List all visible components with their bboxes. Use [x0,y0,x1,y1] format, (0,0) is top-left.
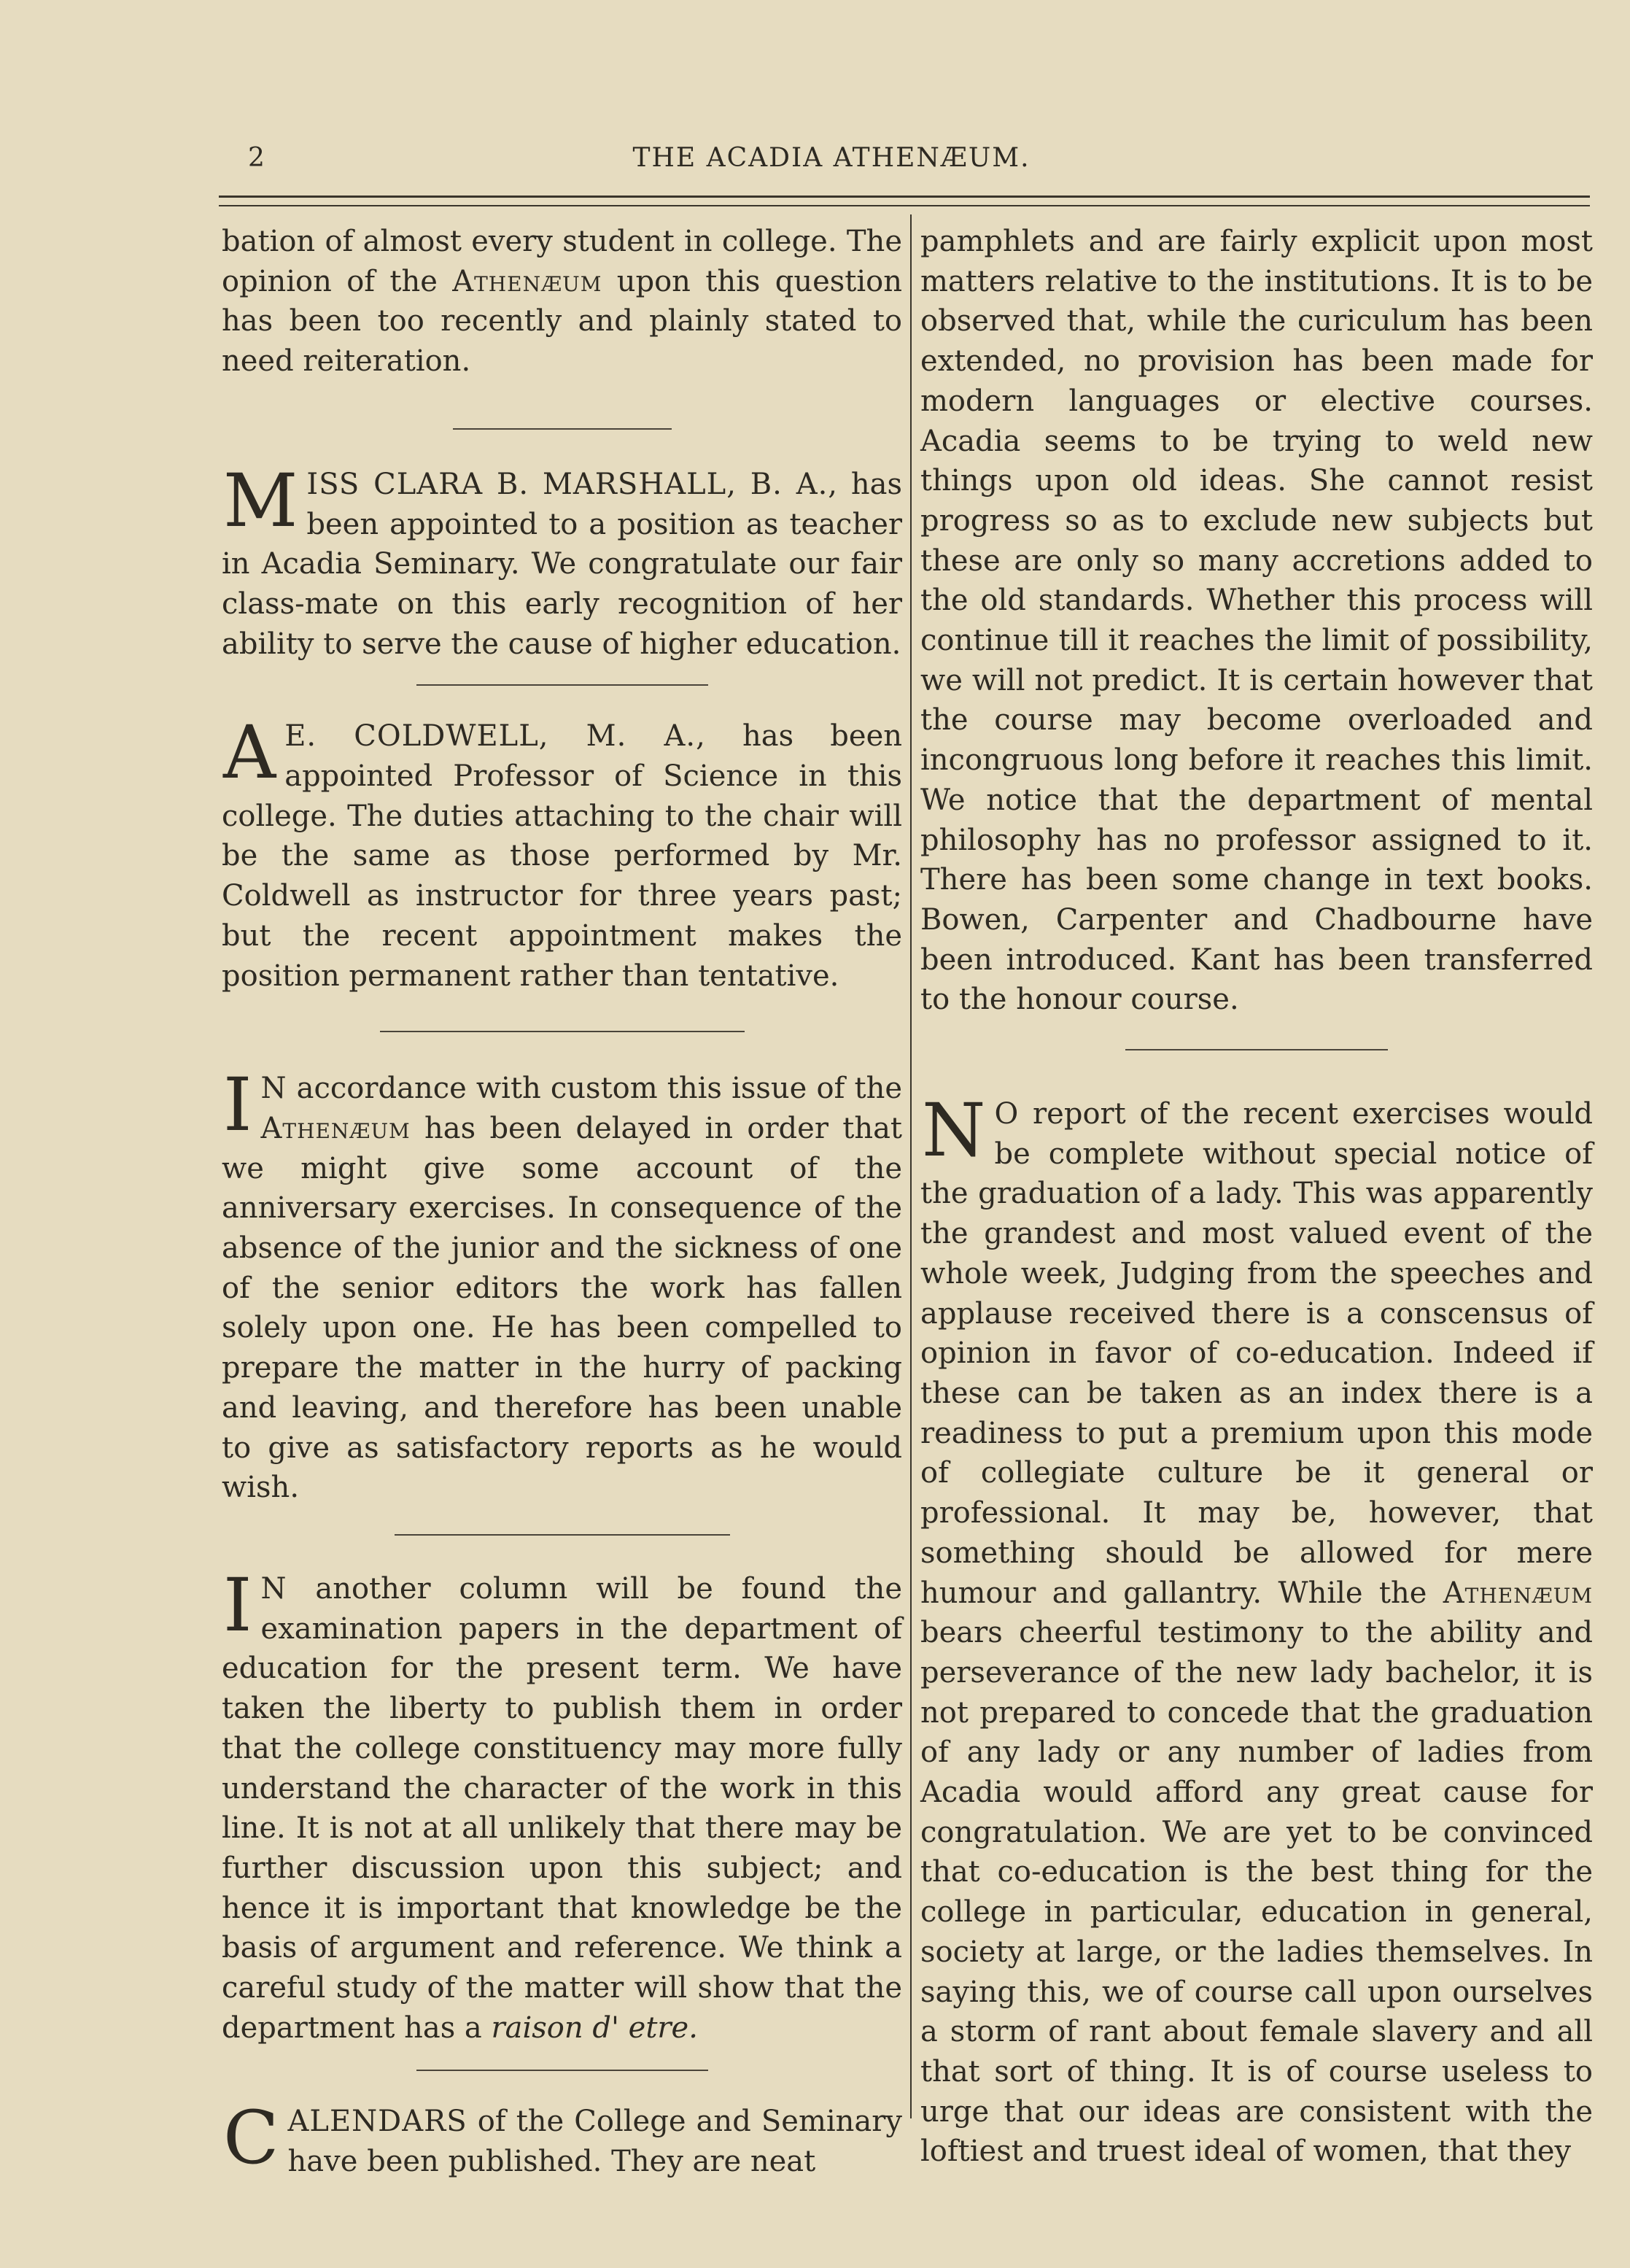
right-column [920,222,1593,2172]
left-paragraph-3: A E. COLDWELL, M. A., has been appointed Professor of Science in this college. The duties attaching to the chair will be the same as those performed by Mr. Coldwell as instructor for three years past; but the recent appointment makes the position permanent rather than tentative. [222,710,902,993]
right-paragraph-2: N O report of the recent exercises would be complete without special notice of the graduation of a lady. This was apparently the grandest and most valued event of the whole week, Judging from the speeches and applause received there is a conscensus of opinion in favor of co-education. Indeed if these can be taken as an index there is a readiness to put a premium upon this mode of collegiate culture be it general or professional. It may be, however, that something should be allowed for mere humour and gallantry. While the Athenæum bears cheerful testimony to the ability and perseverance of the new lady bachelor, it is not prepared to concede that the graduation of any lady or any number of ladies from Acadia would afford any great cause for congratulation. We are yet to be convinced that co-education is the best thing for the college in particular, education in general, society at large, or the ladies themselves. In saying this, we of course call upon ourselves a storm of rant about female slavery and all that sort of thing. It is of course useless to urge that our ideas are consistent with the loftiest and truest ideal of women, that they [920,1088,1593,2169]
drop-cap: N [922,1088,986,1174]
drop-cap: M [223,457,298,543]
drop-cap: A [223,710,276,796]
right-paragraph-1: pamphlets and are fairly explicit upon most matters relative to the institutions. It is to be observed that, while the curiculum has been extended, no provision has been made for modern languages or elective courses. Acadia seems to be trying to weld new things upon old ideas. She cannot resist progress so as to exclude new subjects but these are only so many accretions added to the old standards. Whether this process will continue till it reaches the limit of possibility, we will not predict. It is certain however that the course may become overloaded and incongruous long before it reaches this limit. We notice that the department of mental philosophy has no professor assigned to it. There has been some change in text books. Bowen, Carpenter and Chadbourne have been introduced. Kant has been transferred to the honour course. [920,225,1593,1017]
page-header [248,143,1415,179]
left-paragraph-6: CALENDARS of the College and Seminary have been published. They are neat [223,2095,902,2181]
left-paragraph-1: bation of almost every student in college. The opinion of the Athenæum upon this question has been too recently and plainly stated to need reiteration. [222,225,902,379]
section-separator [380,1031,745,1032]
drop-cap: I [223,1562,252,1648]
left-paragraph-4: I N accordance with custom this issue of the Athenæum has been delayed in order that we might give some account of the anniversary exercises. In consequence of the absence of the junior and the sickness of one of the senior editors the work has fallen solely upon one. He has been compelled to prepare the matter in the hurry of packing and leaving, and therefore has been unable to give as satisfactory reports as he would wish. [222,1062,902,1505]
section-separator [453,428,672,430]
header-rule-top [219,196,1590,198]
left-column [222,222,902,2182]
section-separator [416,684,708,686]
drop-cap: I [223,1062,252,1148]
journal-title: THE ACADIA ATHENÆUM. [632,143,1031,173]
athenaeum-name: Athenæum [1443,1576,1593,1610]
header-rule-bottom [219,205,1590,206]
left-paragraph-5: I N another column will be found the examination papers in the department of education for the present term. We have taken the liberty to publish them in order that the college constituency may more fully understand the character of the work in this line. It is not at all unlikely that there may be further discussion upon this subject; and hence it is important that knowledge be the basis of argument and reference. We think a careful study of the matter will show that the department has a raison d' etre. [222,1562,902,2045]
athenaeum-name: Athenæum [452,264,602,298]
column-divider [910,214,912,2118]
drop-cap: C [223,2095,279,2181]
section-separator [395,1534,730,1536]
italic-phrase: raison d' etre. [491,2010,698,2045]
left-paragraph-2: MISS CLARA B. MARSHALL, B. A., has been appointed to a position as teacher in Acadia Seminary. We congratulate our fair class-mate on this early recognition of her ability to serve the cause of higher education. [222,457,902,661]
section-separator [416,2070,708,2071]
section-separator [1125,1049,1388,1050]
athenaeum-name: Athenæum [260,1111,411,1145]
page-number: 2 [248,143,265,173]
